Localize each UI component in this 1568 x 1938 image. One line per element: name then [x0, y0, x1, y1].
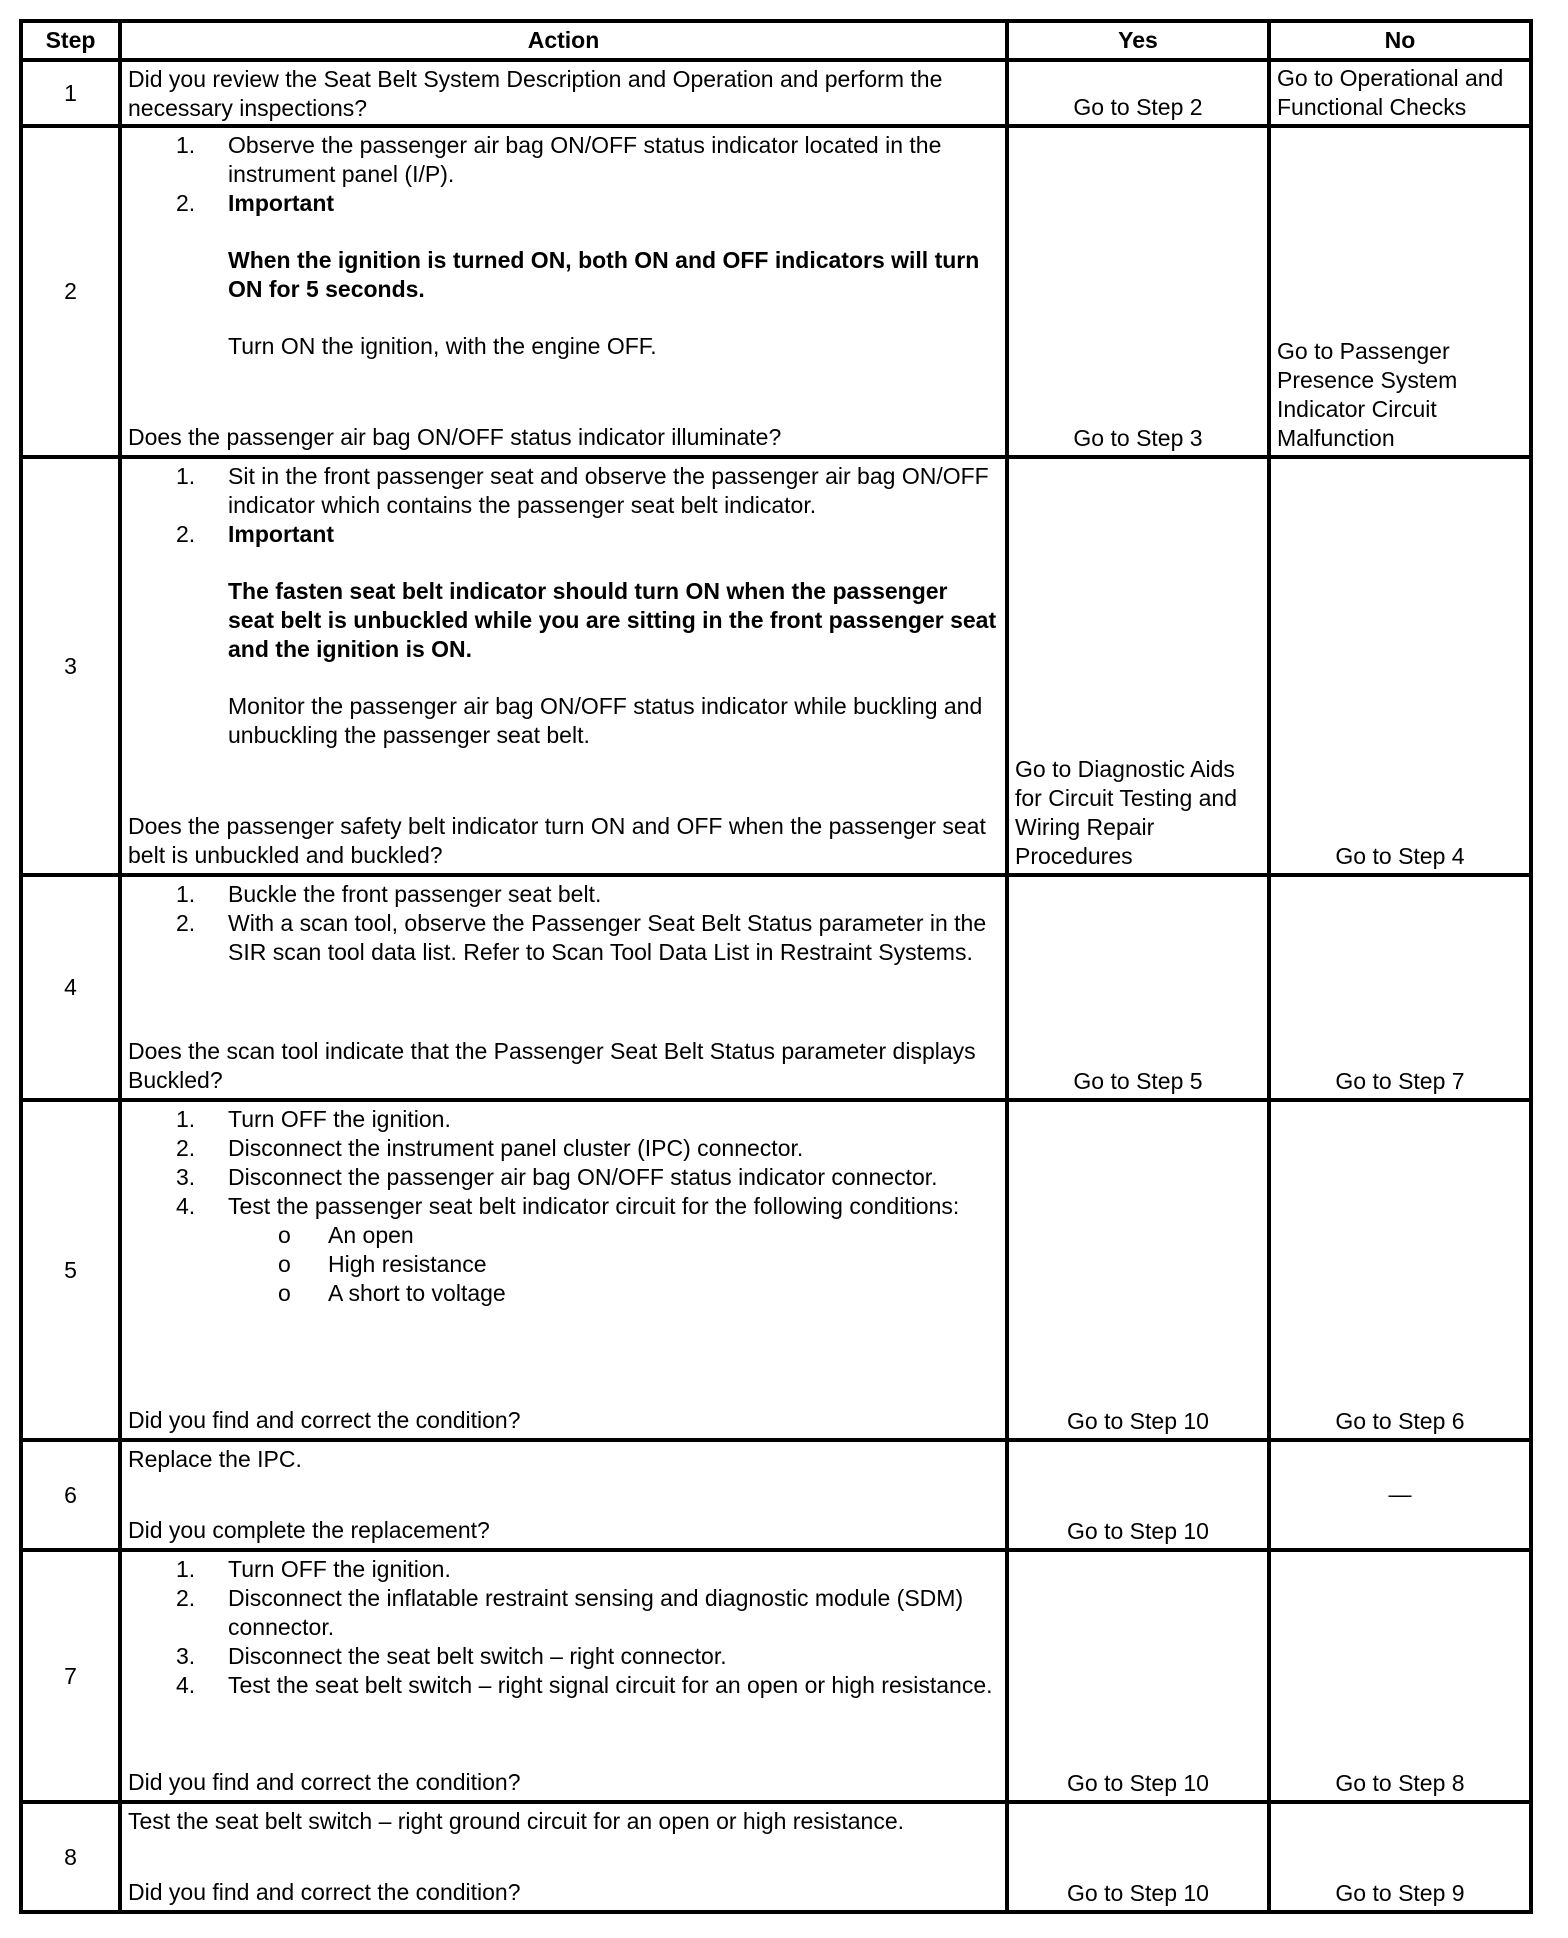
header-yes: Yes — [1007, 21, 1269, 60]
list-item: 4. Test the passenger seat belt indicator circuit for the following conditions: o An open o High resistance o A short to voltage — [128, 1192, 999, 1308]
no-cell: Go to Step 7 — [1269, 875, 1531, 1100]
no-cell: Go to Step 8 — [1269, 1550, 1531, 1802]
yes-cell: Go to Step 10 — [1007, 1550, 1269, 1802]
action-question: Did you find and correct the condition? — [128, 1879, 521, 1905]
yes-cell: Go to Step 10 — [1007, 1802, 1269, 1912]
step-number: 7 — [21, 1550, 120, 1802]
table-row — [21, 1440, 1531, 1550]
list-item: 2. Disconnect the inflatable restraint sensing and diagnostic module (SDM) connector. — [176, 1585, 964, 1640]
action-cell — [120, 126, 1007, 457]
action-question: Did you find and correct the condition? — [128, 1769, 521, 1795]
list-item: 2. Disconnect the instrument panel cluster (IPC) connector. — [176, 1135, 804, 1161]
diagnostic-table — [19, 19, 1533, 1914]
note-text: Turn ON the ignition, with the engine OFF. — [228, 333, 657, 359]
no-cell: Go to Step 6 — [1269, 1100, 1531, 1440]
no-cell: Go to Passenger Presence System Indicator Circuit Malfunction — [1269, 126, 1531, 457]
step-number: 6 — [21, 1440, 120, 1550]
no-cell: Go to Step 4 — [1269, 457, 1531, 875]
action-steps — [128, 462, 999, 750]
step-number: 5 — [21, 1100, 120, 1440]
action-question: Does the passenger safety belt indicator turn ON and OFF when the passenger seat belt is unbuckled and buckled? — [128, 813, 986, 868]
action-intro: Test the seat belt switch – right ground circuit for an open or high resistance. — [128, 1808, 905, 1834]
step-number: 2 — [21, 126, 120, 457]
list-item: 2. With a scan tool, observe the Passenger Seat Belt Status parameter in the SIR scan tool data list. Refer to Scan Tool Data List in Restraint Systems. — [176, 910, 987, 965]
action-cell — [120, 457, 1007, 875]
action-steps — [128, 1555, 999, 1700]
action-cell — [120, 60, 1007, 126]
list-item: 1. Turn OFF the ignition. — [176, 1106, 451, 1132]
list-item: 2. Important When the ignition is turned ON, both ON and OFF indicators will turn ON for 5 seconds. Turn ON the ignition, with the engine OFF. — [128, 189, 999, 361]
table-row — [21, 126, 1531, 457]
action-question: Did you review the Seat Belt System Description and Operation and perform the necessary inspections? — [128, 66, 943, 121]
yes-cell: Go to Step 10 — [1007, 1100, 1269, 1440]
no-cell: — — [1269, 1440, 1531, 1550]
step-number: 8 — [21, 1802, 120, 1912]
action-steps — [128, 1105, 999, 1308]
action-cell — [120, 1802, 1007, 1912]
header-no: No — [1269, 21, 1531, 60]
table-row — [21, 60, 1531, 126]
important-note: When the ignition is turned ON, both ON and OFF indicators will turn ON for 5 seconds. — [228, 247, 980, 302]
action-intro: Replace the IPC. — [128, 1446, 302, 1472]
step-number: 1 — [21, 60, 120, 126]
table-row — [21, 1550, 1531, 1802]
header-action: Action — [120, 21, 1007, 60]
yes-cell: Go to Step 3 — [1007, 126, 1269, 457]
no-cell: Go to Step 9 — [1269, 1802, 1531, 1912]
table-row — [21, 457, 1531, 875]
action-cell — [120, 875, 1007, 1100]
list-item: 4. Test the seat belt switch – right signal circuit for an open or high resistance. — [176, 1672, 993, 1698]
note-text: Monitor the passenger air bag ON/OFF status indicator while buckling and unbuckling the passenger seat belt. — [228, 693, 983, 748]
action-steps — [128, 880, 999, 967]
action-question: Does the passenger air bag ON/OFF status indicator illuminate? — [128, 424, 782, 450]
table-row — [21, 1100, 1531, 1440]
table-row — [21, 1802, 1531, 1912]
header-step: Step — [21, 21, 120, 60]
yes-cell: Go to Step 2 — [1007, 60, 1269, 126]
list-item: 1. Buckle the front passenger seat belt. — [176, 881, 602, 907]
list-item: 1. Turn OFF the ignition. — [176, 1556, 451, 1582]
action-cell — [120, 1100, 1007, 1440]
no-cell: Go to Operational and Functional Checks — [1269, 60, 1531, 126]
list-item: 3. Disconnect the seat belt switch – right connector. — [176, 1643, 727, 1669]
yes-cell: Go to Diagnostic Aids for Circuit Testing and Wiring Repair Procedures — [1007, 457, 1269, 875]
list-item: o A short to voltage — [278, 1280, 506, 1306]
list-item: o An open — [278, 1222, 414, 1248]
important-note: The fasten seat belt indicator should turn ON when the passenger seat belt is unbuckled while you are sitting in the front passenger seat and the ignition is ON. — [228, 578, 997, 662]
condition-list — [128, 1221, 999, 1308]
action-cell — [120, 1550, 1007, 1802]
table-row — [21, 875, 1531, 1100]
action-cell — [120, 1440, 1007, 1550]
step-number: 3 — [21, 457, 120, 875]
list-item: 3. Disconnect the passenger air bag ON/OFF status indicator connector. — [176, 1164, 938, 1190]
action-question: Does the scan tool indicate that the Passenger Seat Belt Status parameter displays Buckled? — [128, 1038, 976, 1093]
list-item: 2. Important The fasten seat belt indicator should turn ON when the passenger seat belt is unbuckled while you are sitting in the front passenger seat and the ignition is ON. Monitor the passenger air bag ON/OFF status indicator while buckling and unbuckling the passenger seat belt. — [128, 520, 999, 750]
list-item: 1. Observe the passenger air bag ON/OFF status indicator located in the instrument panel (I/P). — [176, 132, 942, 187]
yes-cell: Go to Step 10 — [1007, 1440, 1269, 1550]
yes-cell: Go to Step 5 — [1007, 875, 1269, 1100]
list-item: o High resistance — [278, 1251, 487, 1277]
step-number: 4 — [21, 875, 120, 1100]
action-question: Did you find and correct the condition? — [128, 1407, 521, 1433]
action-steps — [128, 131, 999, 361]
action-question: Did you complete the replacement? — [128, 1517, 490, 1543]
header-row — [21, 21, 1531, 60]
list-item: 1. Sit in the front passenger seat and observe the passenger air bag ON/OFF indicator which contains the passenger seat belt indicator. — [176, 463, 989, 518]
